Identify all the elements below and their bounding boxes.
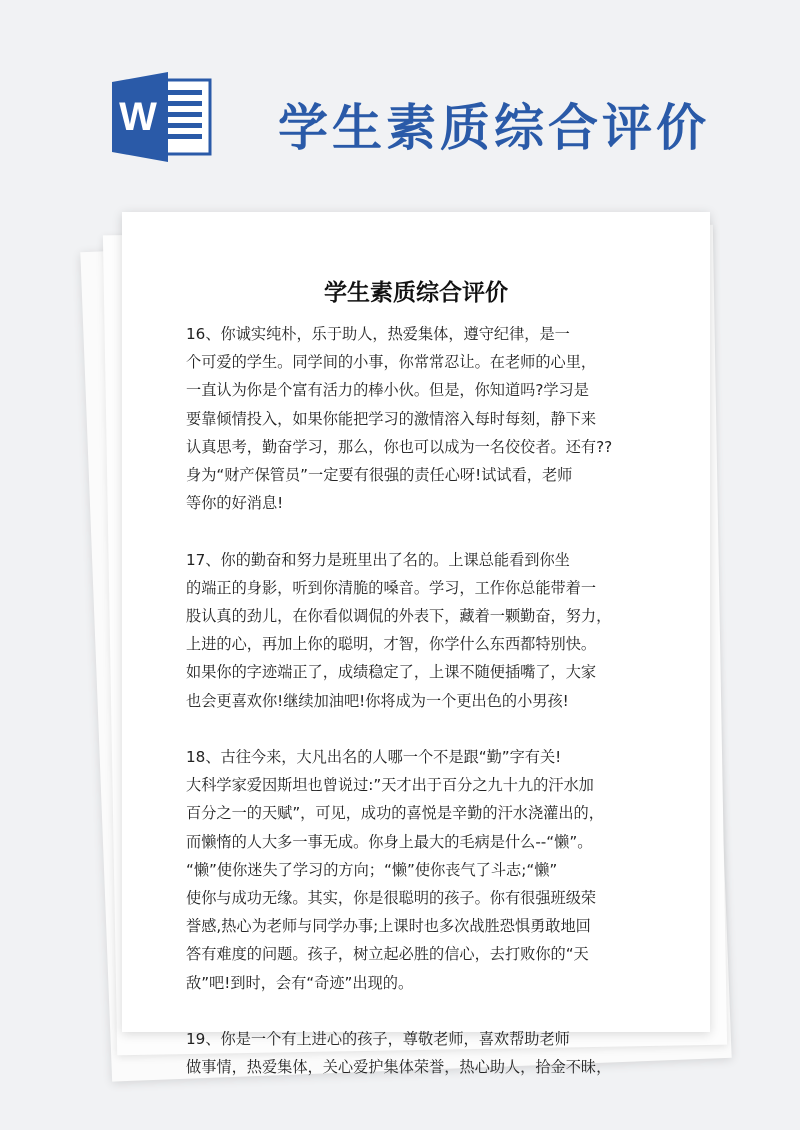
text-line: 17、你的勤奋和努力是班里出了名的。上课总能看到你坐 [186, 550, 570, 569]
text-line: 要靠倾情投入，如果你能把学习的激情溶入每时每刻，静下来 [186, 409, 597, 428]
text-line: 上进的心，再加上你的聪明，才智，你学什么东西都特别快。 [186, 635, 597, 654]
text-line: 百分之一的天赋”，可见，成功的喜悦是辛勤的汗水浇灌出的， [186, 804, 604, 823]
header-title: 学生素质综合评价 [278, 99, 710, 157]
word-icon [112, 72, 212, 162]
text-line: 敌”吧!到时，会有“奇迹”出现的。 [186, 973, 414, 992]
text-line: 也会更喜欢你!继续加油吧!你将成为一个更出色的小男孩! [186, 691, 569, 710]
text-line: 18、古往今来，大凡出名的人哪一个不是跟“勤”字有关! [186, 748, 562, 767]
document-body [186, 320, 670, 1081]
text-line: 认真思考，勤奋学习，那么，你也可以成为一名佼佼者。还有?? [186, 437, 613, 456]
text-line: 股认真的劲儿，在你看似调侃的外表下，藏着一颗勤奋，努力， [186, 607, 612, 626]
text-line: 等你的好消息! [186, 494, 284, 513]
text-line: 做事情，热爱集体，关心爱护集体荣誉，热心助人，拾金不昧， [186, 1058, 612, 1077]
paragraph-gap [186, 517, 670, 545]
text-line: “懒”使你迷失了学习的方向；“懒”使你丧气了斗志;“懒” [186, 860, 558, 879]
text-line: 一直认为你是个富有活力的棒小伙。但是，你知道吗?学习是 [186, 381, 589, 400]
svg-text:W: W [119, 95, 157, 139]
text-line: 的端正的身影，听到你清脆的嗓音。学习，工作你总能带着一 [186, 578, 597, 597]
text-line: 16、你诚实纯朴，乐于助人，热爱集体，遵守纪律，是一 [186, 325, 570, 343]
text-line: 使你与成功无缘。其实，你是很聪明的孩子。你有很强班级荣 [186, 889, 597, 908]
text-line: 个可爱的学生。同学间的小事，你常常忍让。在老师的心里， [186, 353, 597, 372]
document-title: 学生素质综合评价 [324, 280, 508, 306]
header-banner [0, 0, 800, 200]
text-line: 大科学家爱因斯坦也曾说过:”天才出于百分之九十九的汗水加 [186, 776, 594, 795]
text-line: 身为“财产保管员”一定要有很强的责任心呀!试试看，老师 [186, 466, 573, 485]
text-line: 答有难度的问题。孩子，树立起必胜的信心，去打败你的“天 [186, 945, 589, 964]
text-line: 19、你是一个有上进心的孩子，尊敬老师，喜欢帮助老师 [186, 1030, 570, 1049]
paragraph-gap [186, 715, 670, 743]
text-line: 誉感,热心为老师与同学办事;上课时也多次战胜恐惧勇敢地回 [186, 917, 591, 936]
text-line: 而懒惰的人大多一事无成。你身上最大的毛病是什么--“懒”。 [186, 832, 593, 851]
text-line: 如果你的字迹端正了，成绩稳定了，上课不随便插嘴了，大家 [186, 663, 597, 682]
paragraph-gap [186, 997, 670, 1025]
